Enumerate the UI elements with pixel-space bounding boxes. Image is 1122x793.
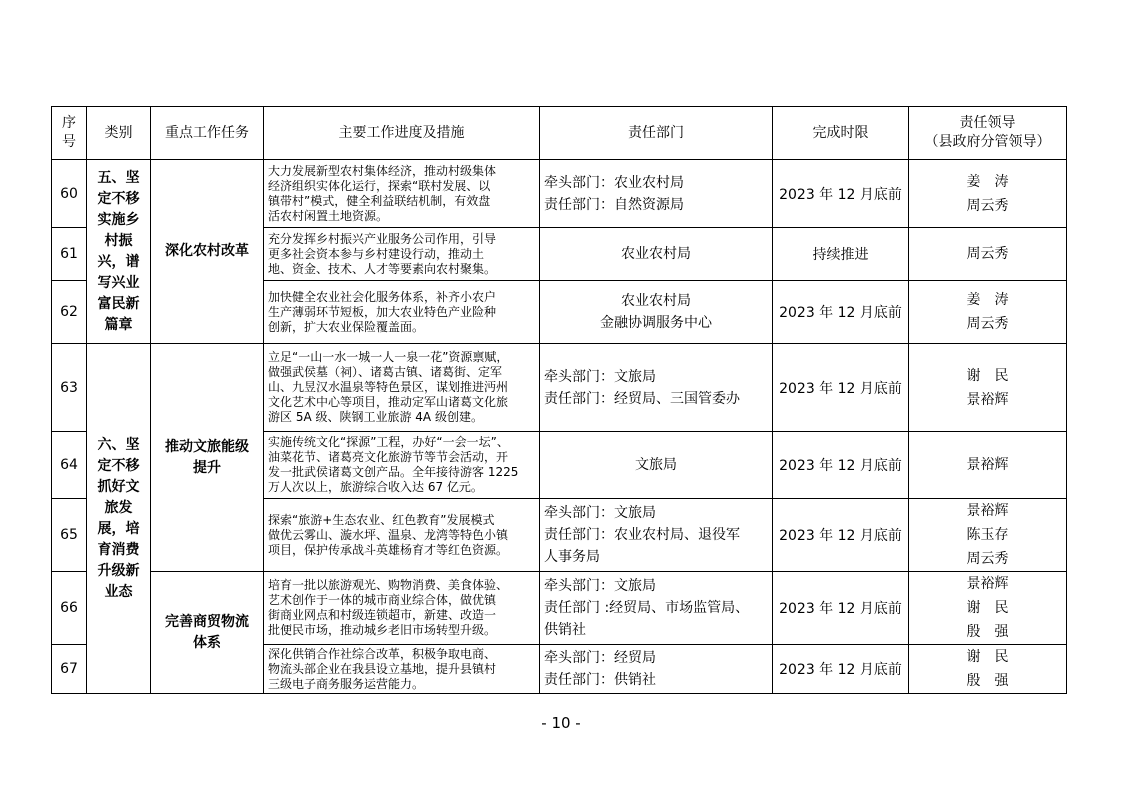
- header-deadline: 完成时限: [773, 107, 909, 160]
- deadline-cell: 2023 年 12 月底前: [773, 160, 909, 228]
- table-row: [52, 572, 1067, 645]
- leader-cell: 谢 民 殷 强: [909, 645, 1067, 694]
- category-cell: 五、坚 定不移 实施乡 村振 兴，谱 写兴业 富民新 篇章: [87, 160, 151, 344]
- progress-cell: 实施传统文化“探源”工程，办好“一会一坛”、 油菜花节、诸葛亮文化旅游节等节会活动，开 发一批武侯诸葛文创产品。全年接待游客 1225 万人次以上，旅游综合收入达 67 亿元。: [264, 432, 540, 499]
- progress-cell: 大力发展新型农村集体经济，推动村级集体 经济组织实体化运行，探索“联村发展、以 镇带村”模式，健全利益联结机制，有效盘 活农村闲置土地资源。: [264, 160, 540, 228]
- leader-cell: 姜 涛 周云秀: [909, 160, 1067, 228]
- progress-cell: 加快健全农业社会化服务体系，补齐小农户 生产薄弱环节短板，加大农业特色产业险种 创新，扩大农业保险覆盖面。: [264, 281, 540, 344]
- row-seq: 60: [52, 160, 87, 228]
- deadline-cell: 2023 年 12 月底前: [773, 432, 909, 499]
- leader-cell: 姜 涛 周云秀: [909, 281, 1067, 344]
- task-cell: 推动文旅能级 提升: [151, 344, 264, 572]
- progress-cell: 深化供销合作社综合改革，积极争取电商、 物流头部企业在我县设立基地，提升县镇村 三级电子商务服务运营能力。: [264, 645, 540, 694]
- header-seq: 序 号: [52, 107, 87, 160]
- row-seq: 63: [52, 344, 87, 432]
- dept-cell: 农业农村局: [540, 228, 773, 281]
- leader-cell: 景裕辉 陈玉存 周云秀: [909, 499, 1067, 572]
- dept-cell: 牵头部门：文旅局 责任部门：农业农村局、退役军 人事务局: [540, 499, 773, 572]
- header-row: [52, 107, 1067, 160]
- header-progress: 主要工作进度及措施: [264, 107, 540, 160]
- progress-cell: 立足“一山一水一城一人一泉一花”资源禀赋， 做强武侯墓（祠）、诸葛古镇、诸葛街、定军 山、九昱汉水温泉等特色景区，谋划推进沔州 文化艺术中心等项目，推动定军山诸葛文化旅 游区 5A 级、陕钢工业旅游 4A 级创建。: [264, 344, 540, 432]
- row-seq: 62: [52, 281, 87, 344]
- deadline-cell: 持续推进: [773, 228, 909, 281]
- row-seq: 67: [52, 645, 87, 694]
- leader-cell: 周云秀: [909, 228, 1067, 281]
- table-row: [52, 344, 1067, 432]
- row-seq: 66: [52, 572, 87, 645]
- dept-cell: 牵头部门：农业农村局 责任部门：自然资源局: [540, 160, 773, 228]
- row-seq: 64: [52, 432, 87, 499]
- dept-cell: 牵头部门：经贸局 责任部门：供销社: [540, 645, 773, 694]
- deadline-cell: 2023 年 12 月底前: [773, 281, 909, 344]
- progress-cell: 探索“旅游+生态农业、红色教育”发展模式 做优云雾山、漩水坪、温泉、龙湾等特色小镇 项目，保护传承战斗英雄杨育才等红色资源。: [264, 499, 540, 572]
- deadline-cell: 2023 年 12 月底前: [773, 572, 909, 645]
- task-cell: 完善商贸物流 体系: [151, 572, 264, 694]
- dept-cell: 农业农村局 金融协调服务中心: [540, 281, 773, 344]
- category-cell: 六、坚 定不移 抓好文 旅发 展，培 育消费 升级新 业态: [87, 344, 151, 694]
- row-seq: 61: [52, 228, 87, 281]
- deadline-cell: 2023 年 12 月底前: [773, 344, 909, 432]
- header-dept: 责任部门: [540, 107, 773, 160]
- task-cell: 深化农村改革: [151, 160, 264, 344]
- progress-cell: 培育一批以旅游观光、购物消费、美食体验、 艺术创作于一体的城市商业综合体，做优镇 街商业网点和村级连锁超市，新建、改造一 批便民市场，推动城乡老旧市场转型升级。: [264, 572, 540, 645]
- row-seq: 65: [52, 499, 87, 572]
- progress-cell: 充分发挥乡村振兴产业服务公司作用，引导 更多社会资本参与乡村建设行动，推动土 地、资金、技术、人才等要素向农村聚集。: [264, 228, 540, 281]
- leader-cell: 谢 民 景裕辉: [909, 344, 1067, 432]
- header-task: 重点工作任务: [151, 107, 264, 160]
- page-number: - 10 -: [541, 714, 581, 732]
- table-row: [52, 160, 1067, 228]
- deadline-cell: 2023 年 12 月底前: [773, 499, 909, 572]
- leader-cell: 景裕辉 谢 民 殷 强: [909, 572, 1067, 645]
- dept-cell: 文旅局: [540, 432, 773, 499]
- header-leader: 责任领导 （县政府分管领导）: [909, 107, 1067, 160]
- deadline-cell: 2023 年 12 月底前: [773, 645, 909, 694]
- header-category: 类别: [87, 107, 151, 160]
- dept-cell: 牵头部门：文旅局 责任部门：经贸局、三国管委办: [540, 344, 773, 432]
- leader-cell: 景裕辉: [909, 432, 1067, 499]
- dept-cell: 牵头部门：文旅局 责任部门 :经贸局、市场监管局、 供销社: [540, 572, 773, 645]
- work-task-table: [51, 106, 1067, 694]
